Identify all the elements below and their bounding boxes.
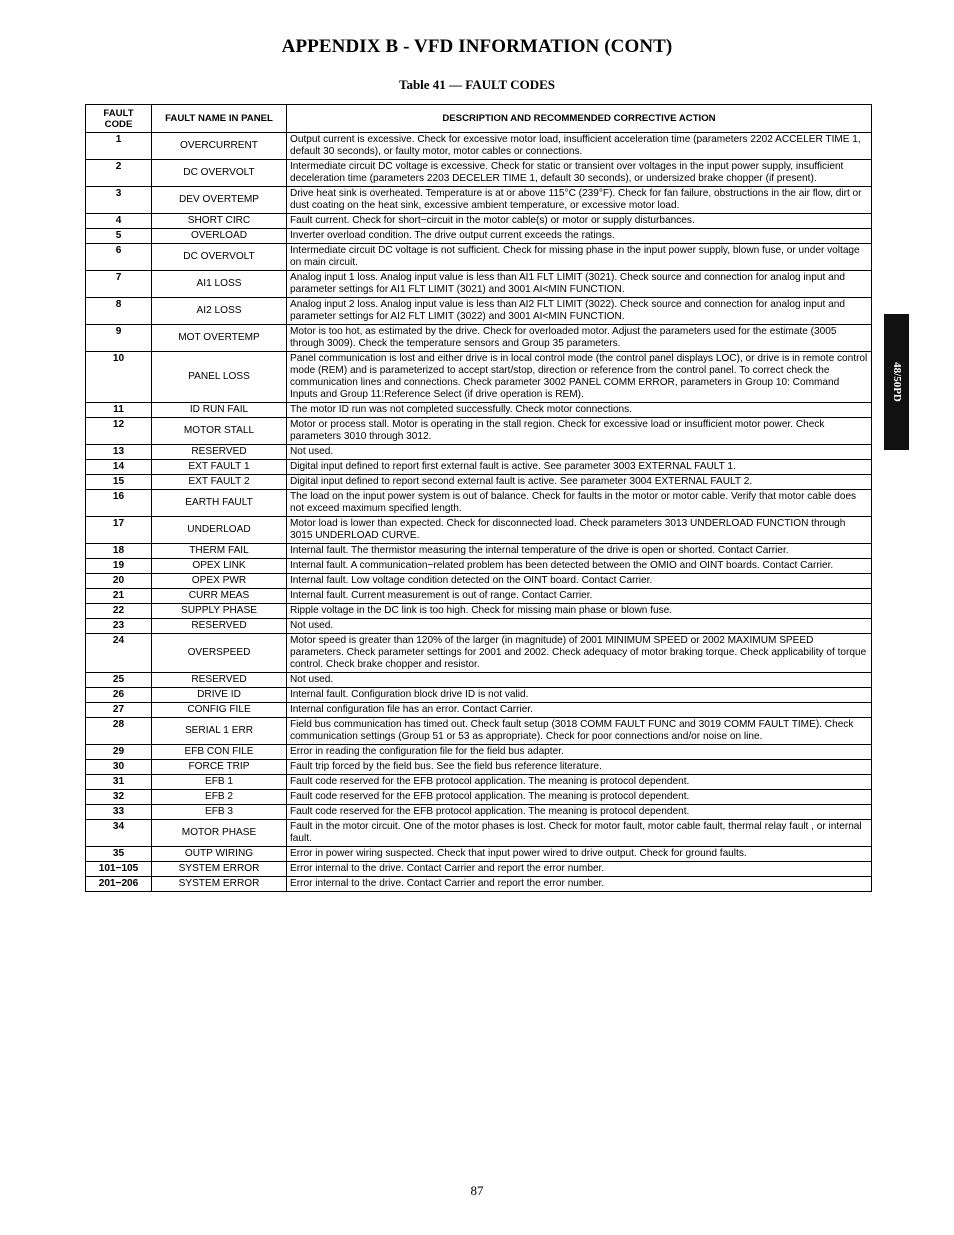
fault-description-cell: Motor or process stall. Motor is operating in the stall region. Check for excessive load or insufficient motor power. Check parameters 3010 through 3012.	[287, 418, 872, 445]
table-row	[86, 352, 872, 403]
table-row	[86, 805, 872, 820]
fault-description-cell: Error internal to the drive. Contact Carrier and report the error number.	[287, 877, 872, 892]
fault-name-cell: PANEL LOSS	[152, 352, 287, 403]
fault-code-cell: 6	[86, 244, 152, 271]
fault-description-cell: Not used.	[287, 619, 872, 634]
fault-name-cell: CONFIG FILE	[152, 703, 287, 718]
fault-name-cell: RESERVED	[152, 445, 287, 460]
fault-description-cell: Field bus communication has timed out. Check fault setup (3018 COMM FAULT FUNC and 3019 COMM FAULT TIME). Check communication settings (Group 51 or 53 as appropriate). Check for poor connections and/or noise on line.	[287, 718, 872, 745]
fault-description-cell: Motor load is lower than expected. Check for disconnected load. Check parameters 3013 UNDERLOAD FUNCTION through 3015 UNDERLOAD CURVE.	[287, 517, 872, 544]
fault-name-cell: DC OVERVOLT	[152, 160, 287, 187]
table-row	[86, 559, 872, 574]
fault-description-cell: Internal fault. Low voltage condition detected on the OINT board. Contact Carrier.	[287, 574, 872, 589]
fault-description-cell: Internal fault. Current measurement is out of range. Contact Carrier.	[287, 589, 872, 604]
fault-description-cell: Ripple voltage in the DC link is too high. Check for missing main phase or blown fuse.	[287, 604, 872, 619]
fault-code-cell: 34	[86, 820, 152, 847]
fault-code-cell: 1	[86, 133, 152, 160]
fault-description-cell: Fault code reserved for the EFB protocol application. The meaning is protocol dependent.	[287, 775, 872, 790]
fault-name-cell: OVERCURRENT	[152, 133, 287, 160]
fault-description-cell: Not used.	[287, 445, 872, 460]
table-row	[86, 403, 872, 418]
fault-code-cell: 22	[86, 604, 152, 619]
table-row	[86, 160, 872, 187]
fault-name-cell: MOTOR PHASE	[152, 820, 287, 847]
fault-name-cell: OVERSPEED	[152, 634, 287, 673]
fault-name-cell: SUPPLY PHASE	[152, 604, 287, 619]
fault-name-cell: DRIVE ID	[152, 688, 287, 703]
table-row	[86, 325, 872, 352]
table-row	[86, 862, 872, 877]
fault-name-cell: SYSTEM ERROR	[152, 877, 287, 892]
fault-code-cell: 3	[86, 187, 152, 214]
table-row	[86, 187, 872, 214]
table-row	[86, 214, 872, 229]
table-row	[86, 229, 872, 244]
fault-name-cell: SYSTEM ERROR	[152, 862, 287, 877]
fault-name-cell: THERM FAIL	[152, 544, 287, 559]
fault-description-cell: Output current is excessive. Check for excessive motor load, insufficient acceleration time (parameters 2202 ACCELER TIME 1, default 30 seconds), or faulty motor, motor cables or connections.	[287, 133, 872, 160]
table-row	[86, 574, 872, 589]
fault-description-cell: Fault in the motor circuit. One of the motor phases is lost. Check for motor fault, motor cable fault, thermal relay fault , or internal fault.	[287, 820, 872, 847]
fault-name-cell: DC OVERVOLT	[152, 244, 287, 271]
fault-name-cell: RESERVED	[152, 619, 287, 634]
fault-description-cell: Internal fault. The thermistor measuring the internal temperature of the drive is open or shorted. Contact Carrier.	[287, 544, 872, 559]
fault-code-cell: 19	[86, 559, 152, 574]
fault-name-cell: EFB 1	[152, 775, 287, 790]
fault-code-cell: 101−105	[86, 862, 152, 877]
fault-name-cell: EFB CON FILE	[152, 745, 287, 760]
fault-name-cell: SHORT CIRC	[152, 214, 287, 229]
fault-description-cell: Internal configuration file has an error. Contact Carrier.	[287, 703, 872, 718]
table-row	[86, 490, 872, 517]
fault-code-cell: 11	[86, 403, 152, 418]
fault-description-cell: Digital input defined to report first external fault is active. See parameter 3003 EXTERNAL FAULT 1.	[287, 460, 872, 475]
fault-name-cell: OPEX LINK	[152, 559, 287, 574]
fault-description-cell: Digital input defined to report second external fault is active. See parameter 3004 EXTERNAL FAULT 2.	[287, 475, 872, 490]
fault-description-cell: The load on the input power system is out of balance. Check for faults in the motor or motor cable. Verify that motor cable does not exceed maximum specified length.	[287, 490, 872, 517]
table-row	[86, 688, 872, 703]
fault-description-cell: Fault code reserved for the EFB protocol application. The meaning is protocol dependent.	[287, 790, 872, 805]
table-row	[86, 634, 872, 673]
fault-code-cell: 31	[86, 775, 152, 790]
fault-name-cell: OUTP WIRING	[152, 847, 287, 862]
table-row	[86, 745, 872, 760]
fault-name-cell: MOT OVERTEMP	[152, 325, 287, 352]
fault-code-cell: 32	[86, 790, 152, 805]
fault-code-cell: 24	[86, 634, 152, 673]
fault-name-cell: EARTH FAULT	[152, 490, 287, 517]
table-body	[86, 133, 872, 892]
table-row	[86, 544, 872, 559]
fault-description-cell: Panel communication is lost and either drive is in local control mode (the control panel displays LOC), or drive is in remote control mode (REM) and is parameterized to accept start/stop, direction or reference from the control panel. To correct check the communication lines and connections. Check parameter 3002 PANEL COMM ERROR, parameters in Group 10: Command Inputs and Group 11:Reference Select (if drive operation is REM).	[287, 352, 872, 403]
side-tab-label: 48/50PD	[890, 362, 903, 402]
fault-code-cell: 29	[86, 745, 152, 760]
table-row	[86, 718, 872, 745]
table-row	[86, 703, 872, 718]
fault-name-cell: MOTOR STALL	[152, 418, 287, 445]
table-row	[86, 877, 872, 892]
fault-name-cell: AI2 LOSS	[152, 298, 287, 325]
fault-description-cell: Fault current. Check for short−circuit in the motor cable(s) or motor or supply disturbances.	[287, 214, 872, 229]
page-number: 87	[470, 1183, 484, 1198]
fault-code-cell: 25	[86, 673, 152, 688]
fault-code-cell: 4	[86, 214, 152, 229]
table-row	[86, 820, 872, 847]
fault-description-cell: Intermediate circuit DC voltage is excessive. Check for static or transient over voltages in the input power supply, insufficient deceleration time (parameters 2203 DECELER TIME 1, default 30 seconds), or undersized brake chopper (if present).	[287, 160, 872, 187]
fault-description-cell: Error internal to the drive. Contact Carrier and report the error number.	[287, 862, 872, 877]
table-row	[86, 589, 872, 604]
fault-name-cell: DEV OVERTEMP	[152, 187, 287, 214]
fault-code-cell: 7	[86, 271, 152, 298]
fault-codes-table	[85, 104, 872, 892]
fault-description-cell: Error in power wiring suspected. Check that input power wired to drive output. Check for ground faults.	[287, 847, 872, 862]
fault-description-cell: Analog input 2 loss. Analog input value is less than AI2 FLT LIMIT (3022). Check source and connection for analog input and parameter settings for AI2 FLT LIMIT (3022) and 3001 AI<MIN FUNCTION.	[287, 298, 872, 325]
table-row	[86, 673, 872, 688]
fault-code-cell: 13	[86, 445, 152, 460]
fault-description-cell: Intermediate circuit DC voltage is not sufficient. Check for missing phase in the input power supply, blown fuse, or under voltage on main circuit.	[287, 244, 872, 271]
fault-code-cell: 20	[86, 574, 152, 589]
fault-description-cell: Fault code reserved for the EFB protocol application. The meaning is protocol dependent.	[287, 805, 872, 820]
table-row	[86, 298, 872, 325]
fault-code-cell: 33	[86, 805, 152, 820]
fault-code-cell: 23	[86, 619, 152, 634]
table-row	[86, 619, 872, 634]
table-row	[86, 244, 872, 271]
table-row	[86, 847, 872, 862]
fault-code-cell: 8	[86, 298, 152, 325]
fault-description-cell: Internal fault. A communication−related problem has been detected between the OMIO and OINT boards. Contact Carrier.	[287, 559, 872, 574]
fault-code-cell: 2	[86, 160, 152, 187]
fault-code-cell: 26	[86, 688, 152, 703]
fault-code-cell: 14	[86, 460, 152, 475]
table-row	[86, 475, 872, 490]
fault-description-cell: Motor is too hot, as estimated by the drive. Check for overloaded motor. Adjust the parameters used for the estimate (3005 through 3009). Check the temperature sensors and Group 35 parameters.	[287, 325, 872, 352]
fault-name-cell: EFB 3	[152, 805, 287, 820]
table-title: Table 41 — FAULT CODES	[398, 77, 556, 92]
fault-name-cell: OPEX PWR	[152, 574, 287, 589]
fault-name-cell: UNDERLOAD	[152, 517, 287, 544]
fault-code-cell: 201−206	[86, 877, 152, 892]
fault-name-cell: OVERLOAD	[152, 229, 287, 244]
table-header-row	[86, 105, 872, 133]
table-row	[86, 445, 872, 460]
fault-description-cell: Inverter overload condition. The drive output current exceeds the ratings.	[287, 229, 872, 244]
fault-name-cell: FORCE TRIP	[152, 760, 287, 775]
table-row	[86, 133, 872, 160]
fault-code-cell: 21	[86, 589, 152, 604]
fault-description-cell: The motor ID run was not completed successfully. Check motor connections.	[287, 403, 872, 418]
fault-code-cell: 30	[86, 760, 152, 775]
table-row	[86, 760, 872, 775]
column-header-fault-code: FAULT CODE	[86, 105, 152, 133]
fault-description-cell: Not used.	[287, 673, 872, 688]
fault-name-cell: RESERVED	[152, 673, 287, 688]
section-side-tab	[884, 314, 909, 450]
column-header-description: DESCRIPTION AND RECOMMENDED CORRECTIVE ACTION	[287, 105, 872, 133]
fault-description-cell: Drive heat sink is overheated. Temperature is at or above 115°C (239°F). Check for fan failure, obstructions in the air flow, dirt or dust coating on the heat sink, excessive ambient temperature, or excessive motor load.	[287, 187, 872, 214]
fault-code-cell: 35	[86, 847, 152, 862]
page-title: APPENDIX B - VFD INFORMATION (CONT)	[281, 36, 673, 57]
fault-code-cell: 28	[86, 718, 152, 745]
fault-code-cell: 18	[86, 544, 152, 559]
table-row	[86, 775, 872, 790]
fault-code-cell: 16	[86, 490, 152, 517]
fault-name-cell: ID RUN FAIL	[152, 403, 287, 418]
table-row	[86, 460, 872, 475]
column-header-fault-name: FAULT NAME IN PANEL	[152, 105, 287, 133]
fault-name-cell: EXT FAULT 2	[152, 475, 287, 490]
fault-description-cell: Analog input 1 loss. Analog input value is less than AI1 FLT LIMIT (3021). Check source and connection for analog input and parameter settings for AI1 FLT LIMIT (3021) and 3001 AI<MIN FUNCTION.	[287, 271, 872, 298]
fault-description-cell: Internal fault. Configuration block drive ID is not valid.	[287, 688, 872, 703]
fault-code-cell: 27	[86, 703, 152, 718]
fault-name-cell: EFB 2	[152, 790, 287, 805]
fault-name-cell: EXT FAULT 1	[152, 460, 287, 475]
fault-code-cell: 9	[86, 325, 152, 352]
fault-code-cell: 15	[86, 475, 152, 490]
fault-description-cell: Fault trip forced by the field bus. See the field bus reference literature.	[287, 760, 872, 775]
fault-code-cell: 5	[86, 229, 152, 244]
fault-description-cell: Error in reading the configuration file for the field bus adapter.	[287, 745, 872, 760]
fault-description-cell: Motor speed is greater than 120% of the larger (in magnitude) of 2001 MINIMUM SPEED or 2002 MAXIMUM SPEED parameters. Check parameter settings for 2001 and 2002. Check adequacy of motor braking torque. Check applicability of torque control. Check brake chopper and resistor.	[287, 634, 872, 673]
fault-code-cell: 10	[86, 352, 152, 403]
table-row	[86, 790, 872, 805]
fault-name-cell: AI1 LOSS	[152, 271, 287, 298]
fault-code-cell: 12	[86, 418, 152, 445]
fault-name-cell: CURR MEAS	[152, 589, 287, 604]
table-row	[86, 604, 872, 619]
table-row	[86, 271, 872, 298]
table-row	[86, 517, 872, 544]
fault-code-cell: 17	[86, 517, 152, 544]
fault-name-cell: SERIAL 1 ERR	[152, 718, 287, 745]
table-row	[86, 418, 872, 445]
